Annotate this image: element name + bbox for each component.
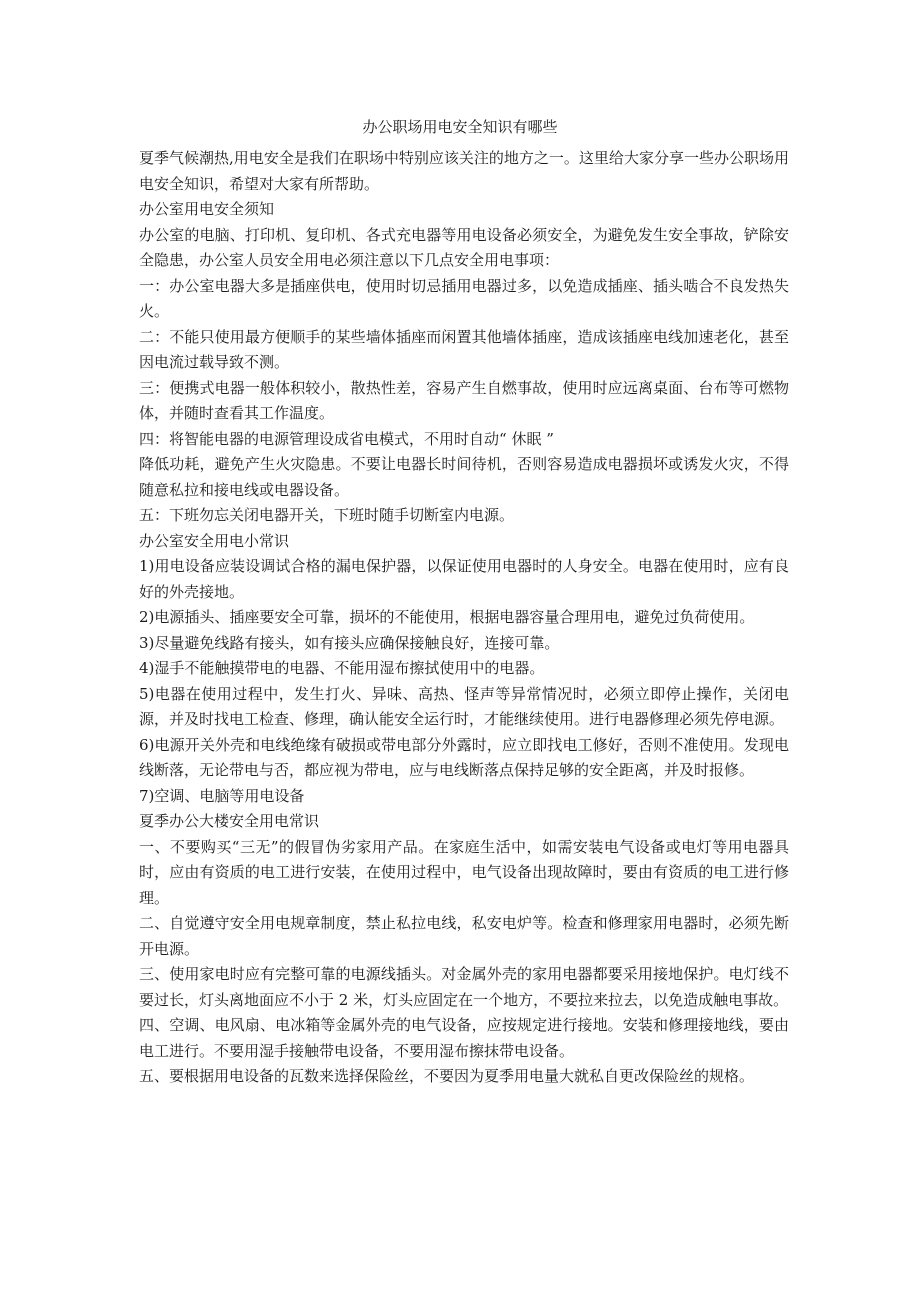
list-item: 三、使用家电时应有完整可靠的电源线插头。对金属外壳的家用电器都要采用接地保护。电灯线不要过长，灯头离地面应不小于 2 米，灯头应固定在一个地方，不要拉来拉去，以免造成触电事故。 — [139, 965, 789, 1009]
document-body — [139, 146, 789, 1090]
list-item: 五、要根据用电设备的瓦数来选择保险丝，不要因为夏季用电量大就私自更改保险丝的规格。 — [139, 1067, 755, 1085]
list-item: 5)电器在使用过程中，发生打火、异味、高热、怪声等异常情况时，必须立即停止操作，关闭电源，并及时找电工检查、修理，确认能安全运行时，才能继续使用。进行电器修理必须先停电源。 — [139, 684, 789, 728]
list-item: 7)空调、电脑等用电设备 — [139, 786, 305, 805]
list-item: 三：便携式电器一般体积较小，散热性差，容易产生自燃事故，使用时应远离桌面、台布等可燃物体，并随时查看其工作温度。 — [139, 378, 789, 422]
list-item: 四：将智能电器的电源管理设成省电模式，不用时自动“ 休眠 ” — [139, 429, 554, 448]
section-heading-summer: 夏季办公大楼安全用电常识 — [139, 812, 320, 830]
body-paragraph: 办公室的电脑、打印机、复印机、各式充电器等用电设备必须安全，为避免发生安全事故，铲除安全隐患，办公室人员安全用电必须注意以下几点安全用电事项： — [139, 225, 789, 269]
list-item: 4)湿手不能触摸带电的电器、不能用湿布擦拭使用中的电器。 — [139, 659, 545, 677]
list-item: 3)尽量避免线路有接头，如有接头应确保接触良好，连接可靠。 — [139, 633, 560, 652]
section-heading-office-safety: 办公室用电安全须知 — [139, 200, 275, 218]
body-paragraph: 降低功耗，避免产生火灾隐患。不要让电器长时间待机，否则容易造成电器损坏或诱发火灾，不得随意私拉和接电线或电器设备。 — [139, 455, 789, 499]
list-item: 五：下班勿忘关闭电器开关，下班时随手切断室内电源。 — [139, 506, 515, 524]
list-item: 四、空调、电风扇、电冰箱等金属外壳的电气设备，应按规定进行接地。安装和修理接地线，要由电工进行。不要用湿手接触带电设备，不要用湿布擦抹带电设备。 — [139, 1016, 789, 1060]
list-item: 2)电源插头、插座要安全可靠，损坏的不能使用，根据电器容量合理用电，避免过负荷使用。 — [139, 608, 755, 626]
list-item: 二、自觉遵守安全用电规章制度，禁止私拉电线，私安电炉等。检查和修理家用电器时，必须先断开电源。 — [139, 914, 789, 958]
intro-paragraph: 夏季气候潮热,用电安全是我们在职场中特别应该关注的地方之一。这里给大家分享一些办公职场用电安全知识，希望对大家有所帮助。 — [139, 149, 789, 193]
list-item: 一、不要购买“三无”的假冒伪劣家用产品。在家庭生活中，如需安装电气设备或电灯等用电器具时，应由有资质的电工进行安装，在使用过程中，电气设备出现故障时，要由有资质的电工进行修理。 — [139, 837, 789, 907]
list-item: 一：办公室电器大多是插座供电，使用时切忌插用电器过多，以免造成插座、插头啮合不良发热失火。 — [139, 276, 789, 320]
list-item: 二：不能只使用最方便顺手的某些墙体插座而闲置其他墙体插座，造成该插座电线加速老化，甚至因电流过载导致不测。 — [139, 327, 789, 371]
section-heading-tips: 办公室安全用电小常识 — [139, 531, 290, 550]
list-item: 1)用电设备应装设调试合格的漏电保护器，以保证使用电器时的人身安全。电器在使用时，应有良好的外壳接地。 — [139, 557, 789, 601]
document-title: 办公职场用电安全知识有哪些 — [362, 118, 558, 136]
list-item: 6)电源开关外壳和电线绝缘有破损或带电部分外露时，应立即找电工修好，否则不准使用。发现电线断落，无论带电与否，都应视为带电，应与电线断落点保持足够的安全距离，并及时报修。 — [139, 735, 789, 779]
